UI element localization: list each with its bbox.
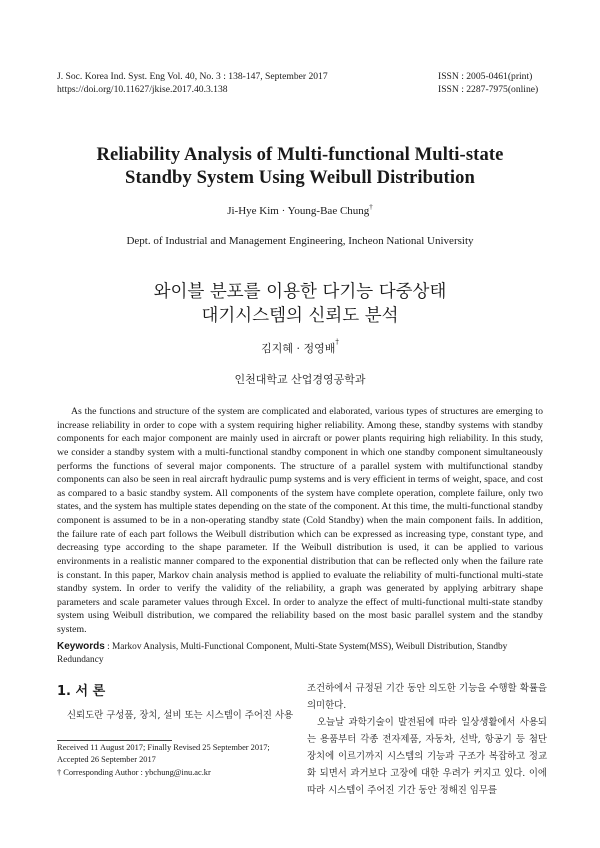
title-en-line1: Reliability Analysis of Multi-functional Multi-state: [96, 144, 504, 165]
authors-ko: [40, 340, 560, 356]
intro-left-paragraph: 신뢰도란 구성품, 장치, 설비 또는 시스템이 주어진 사용: [67, 710, 294, 721]
keywords-text: : Markov Analysis, Multi-Functional Component, Multi-State System(MSS), Weibull Distribution, Standby Redundancy: [57, 642, 508, 665]
journal-citation: J. Soc. Korea Ind. Syst. Eng Vol. 40, No. 3 : 138-147, September 2017: [57, 71, 328, 82]
footnote-divider: [57, 740, 172, 741]
paper-title-ko: [40, 280, 560, 328]
authors-en-names: Ji-Hye Kim · Young-Bae Chung: [227, 205, 370, 217]
title-en-line2: Standby System Using Weibull Distribution: [125, 167, 475, 188]
title-ko-line2: 대기시스템의 신뢰도 분석: [201, 306, 399, 326]
corresponding-author: † Corresponding Author : ybchung@inu.ac.kr: [57, 767, 211, 777]
corresponding-mark: †: [369, 203, 373, 211]
authors-en: [40, 205, 560, 217]
abstract: As the functions and structure of the system are complicated and elaborated, various types of structures are emerging to increase reliability in order to cope with a system requiring higher reliability. Among these, standby systems with standby components for each major component are mainly used in aircraft or power plants requiring high reliability. In this study, we consider a standby system with a multi-functional standby component in which one standby component simultaneously performs the functions of several major components. The structure of a parallel system with multifunctional standby components can also be seen in real aircraft hydraulic pump systems and is very efficient in terms of weight, space, and cost as compared to a basic standby system. All components of the system have complete operation, complete failure, only two states, and the system has multiple states depending on the state of the component. At this time, the multi-functional standby component is assumed to be in a non-operating standby state (Cold Standby) when the main component fails. In addition, the failure rate of each part follows the Weibull distribution which can be expressed as increasing type, constant type, and decreasing type according to the shape parameter. If the Weibull distribution is used, it can be applied to various environments in a realistic manner compared to the exponential distribution that can be reflected only when the failure rate is constant. In this paper, Markov chain analysis method is applied to evaluate the reliability of multi-functional multi-state standby system. In order to verify the validity of the reliability, a graph was generated by applying arbitrary shape parameters and scale parameter values through Excel. In order to analyze the effect of multi-functional multi-state standby system using Weibull distribution, we compared the reliability based on the most basic parallel system and the standby system.: [57, 406, 543, 635]
intro-right-column: [307, 680, 547, 799]
corresponding-mark-ko: †: [335, 338, 339, 346]
issn-block: [438, 70, 568, 96]
keywords: [57, 640, 547, 667]
issn-print: ISSN : 2005-0461(print): [438, 71, 533, 82]
title-ko-line1: 와이블 분포를 이용한 다기능 다중상태: [153, 282, 447, 302]
intro-right-paragraph-1: 조건하에서 규정된 기간 동안 의도한 기능을 수행할 확률을 의미한다.: [307, 683, 547, 711]
received-date: Received 11 August 2017; Finally Revised 25 September 2017;: [57, 743, 270, 752]
paper-title-en: [40, 143, 560, 189]
affiliation-ko: 인천대학교 산업경영공학과: [234, 373, 366, 386]
issn-online: ISSN : 2287-7975(online): [438, 84, 539, 95]
doi-link[interactable]: https://doi.org/10.11627/jkise.2017.40.3.138: [57, 84, 228, 95]
footnotes: [57, 742, 297, 779]
accepted-date: Accepted 26 September 2017: [57, 755, 156, 765]
keywords-label: Keywords: [57, 641, 105, 652]
intro-right-paragraph-2: 오늘날 과학기술이 발전됨에 따라 일상생활에서 사용되는 용품부터 각종 전자제품, 자동차, 선박, 항공기 등 첨단 장치에 이르기까지 시스템의 기능과 구조가 복잡하고 정교화 되면서 과거보다 고장에 대한 우려가 커지고 있다. 이에 따라 시스템이 주어진 기간 동안 정해진 임무를: [307, 717, 547, 796]
journal-header: [57, 70, 377, 96]
section-heading-introduction: 1. 서 론: [57, 684, 106, 699]
authors-ko-names: 김지혜 · 정영배: [261, 342, 336, 355]
affiliation-en: Dept. of Industrial and Management Engineering, Incheon National University: [126, 235, 474, 247]
